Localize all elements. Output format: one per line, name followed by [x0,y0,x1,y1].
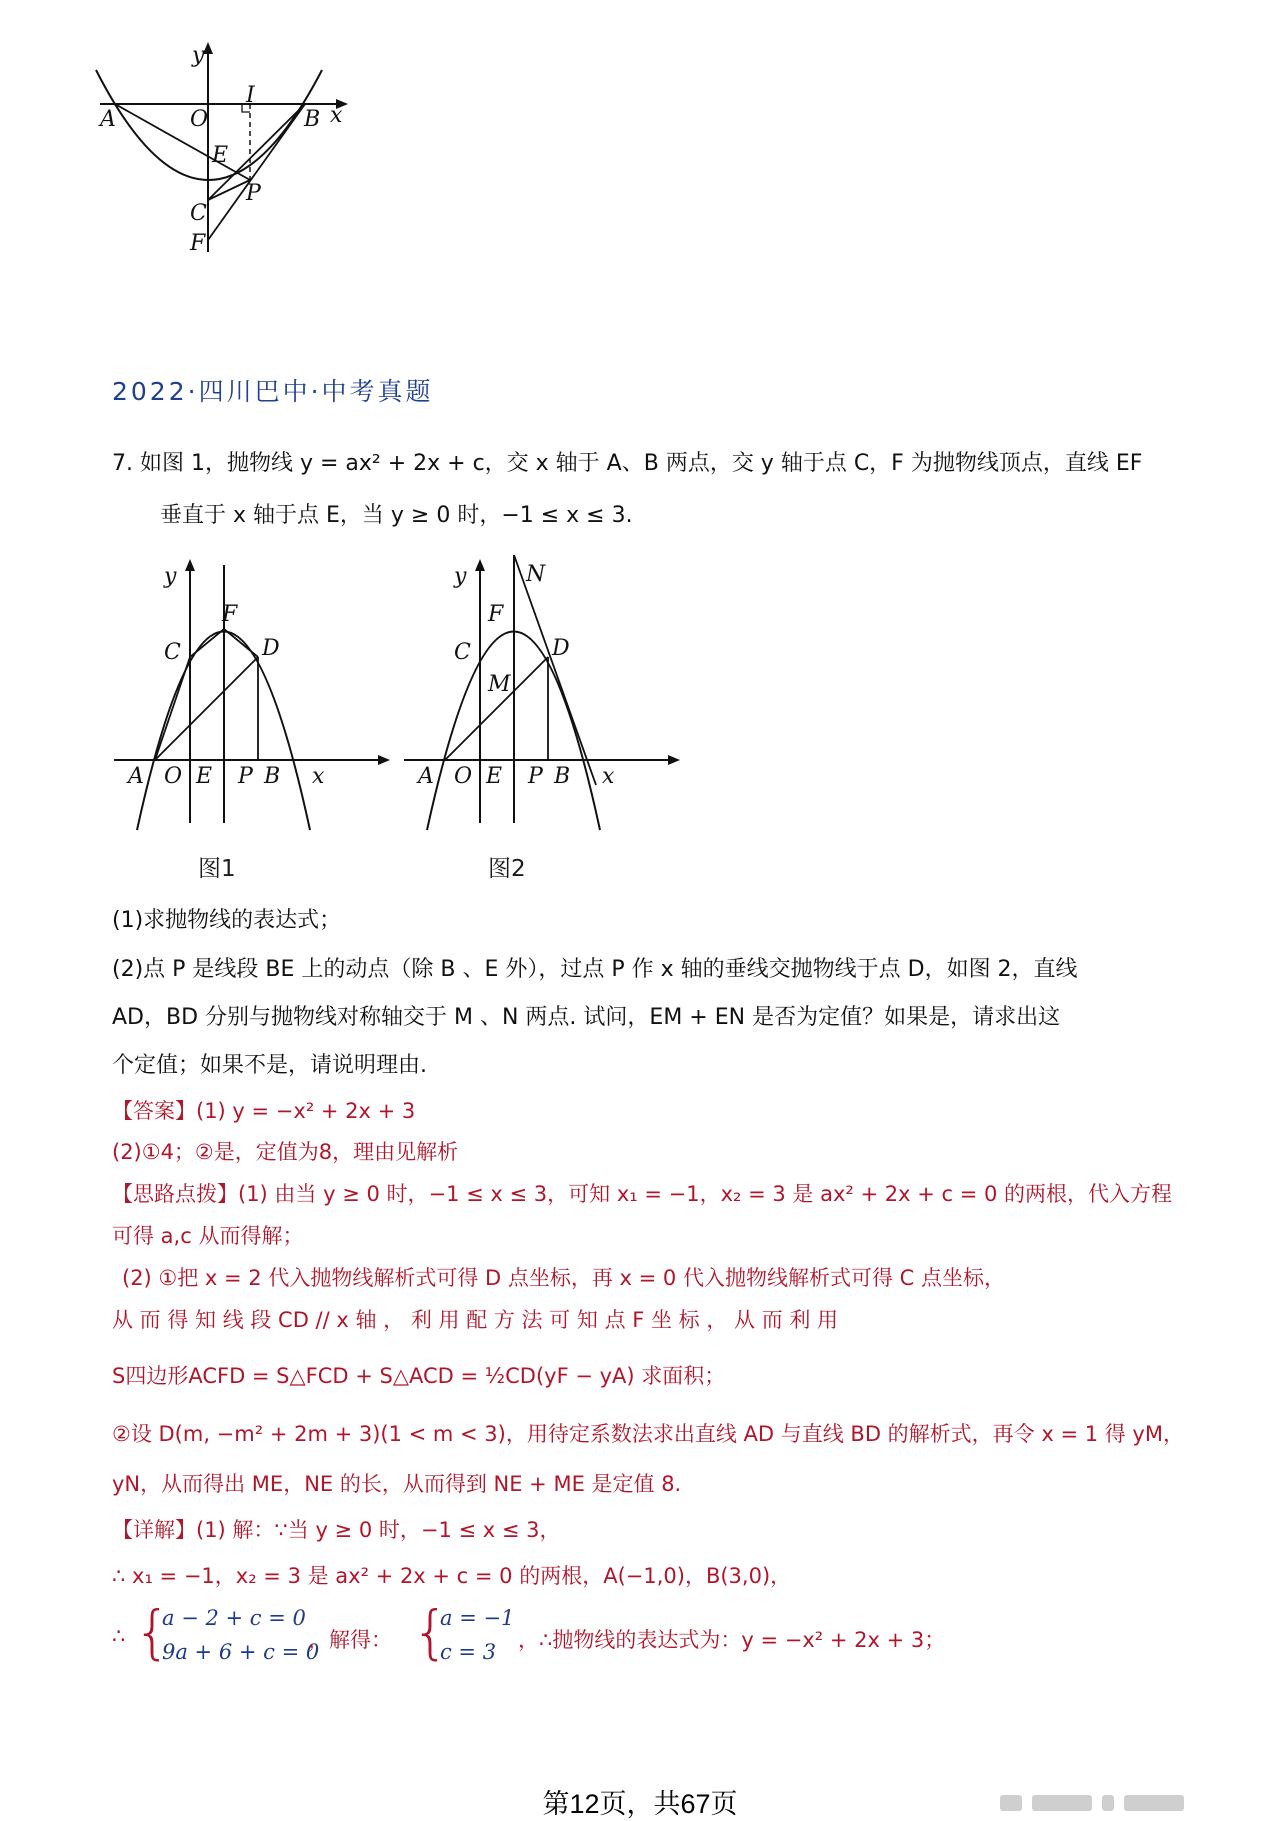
hint-tag: 【思路点拨】 [112,1182,238,1206]
part-2-line-2: AD，BD 分别与抛物线对称轴交于 M 、N 两点. 试问，EM + EN 是否为定值？如果是，请求出这 [112,1005,1061,1030]
segment-ap [115,104,250,180]
fig1-label-x: x [312,764,325,789]
system-1-eq-2: 9a + 6 + c = 0 [162,1640,320,1664]
segment-bf [208,104,305,240]
fig1-label-p: P [238,764,253,789]
brace-1: { [134,1598,171,1666]
hint-line-7: yN，从而得出 ME，NE 的长，从而得到 NE + ME 是定值 8. [112,1472,682,1496]
fig2-label-c: C [454,640,471,665]
fig1-caption: 图1 [198,856,236,882]
fig2-label-e: E [486,764,503,789]
detail-tag: 【详解】 [112,1518,196,1542]
system-1-eq-1: a − 2 + c = 0 [162,1606,306,1630]
label-c: C [190,201,207,226]
answer-tag: 【答案】 [112,1099,196,1123]
figure-1 [112,555,402,835]
question-line-2: 垂直于 x 轴于点 E，当 y ≥ 0 时，−1 ≤ x ≤ 3. [160,503,633,528]
solve-text: ，解得： [308,1628,392,1652]
fig2-label-d: D [552,636,570,661]
detail-line-2: ∴ x₁ = −1，x₂ = 3 是 ax² + 2x + c = 0 的两根，A(−1,0)，B(3,0)， [112,1564,792,1588]
figure-2 [402,555,692,835]
fig1-x-arrow [378,755,390,765]
fig2-label-x: x [602,764,615,789]
fig1-label-b: B [264,764,281,789]
fig1-label-d: D [262,636,280,661]
answer-line-2: (2)①4；②是，定值为8，理由见解析 [112,1140,459,1164]
hint-line-1 [112,1178,1172,1208]
detail-line-1 [112,1514,561,1544]
answer-line-1 [112,1095,415,1125]
hint-line-4: 从 而 得 知 线 段 CD // x 轴 ， 利 用 配 方 法 可 知 点 F 坐 标 ， 从 而 利 用 [112,1308,839,1332]
fig2-y-arrow [475,559,485,571]
part-1: (1)求抛物线的表达式； [112,908,342,933]
fig1-label-c: C [164,640,181,665]
fig2-label-a: A [418,764,434,789]
fig2-label-n: N [526,562,546,587]
therefore-sign: ∴ [112,1624,126,1648]
label-p: P [246,181,261,206]
fig2-label-b: B [554,764,571,789]
section-header: 2022·四川巴中·中考真题 [112,377,434,406]
fig1-label-a: A [128,764,144,789]
fig2-label-f: F [488,602,504,627]
fig1-label-o: O [164,764,183,789]
fig1-label-y: y [164,564,177,589]
answer-part-1: (1) y = −x² + 2x + 3 [196,1099,416,1123]
y-axis-arrow [203,42,213,54]
question-line-1: 7. 如图 1，抛物线 y = ax² + 2x + c，交 x 轴于 A、B 两点，交 y 轴于点 C，F 为抛物线顶点，直线 EF [112,451,1143,476]
label-x: x [330,103,343,128]
hint-line-3: (2) ①把 x = 2 代入抛物线解析式可得 D 点坐标，再 x = 0 代入抛物线解析式可得 C 点坐标， [122,1266,1005,1290]
label-f: F [190,231,206,256]
label-o: O [190,107,209,132]
system-2-eq-2: c = 3 [440,1640,497,1664]
system-2-eq-1: a = −1 [440,1606,515,1630]
fig2-label-o: O [454,764,473,789]
hint-line-6: ②设 D(m, −m² + 2m + 3)(1 < m < 3)，用待定系数法求出直线 AD 与直线 BD 的解析式，再令 x = 1 得 yM， [112,1422,1184,1446]
label-b: B [304,107,321,132]
hint-line-2: 可得 a,c 从而得解； [112,1224,304,1248]
hint-line-5: S四边形ACFD = S△FCD + S△ACD = ½CD(yF − yA) 求面积； [112,1364,726,1388]
page-footer: 第12页，共67页 [542,1789,738,1819]
fig1-y-arrow [185,559,195,571]
figure-top [100,40,360,300]
brace-2: { [412,1598,449,1666]
label-i: I [246,83,255,108]
fig2-label-m: M [488,672,511,697]
label-y: y [192,43,205,68]
part-2-line-3: 个定值；如果不是，请说明理由. [112,1053,427,1078]
label-a: A [100,107,116,132]
hint-text-1: (1) 由当 y ≥ 0 时，−1 ≤ x ≤ 3，可知 x₁ = −1，x₂ = 3 是 ax² + 2x + c = 0 的两根，代入方程 [238,1182,1172,1206]
label-e: E [212,143,229,168]
fig2-label-p: P [528,764,543,789]
detail-text-1: (1) 解：∵当 y ≥ 0 时，−1 ≤ x ≤ 3， [196,1518,561,1542]
expression-result: ，∴抛物线的表达式为：y = −x² + 2x + 3； [518,1628,946,1652]
part-2-line-1: (2)点 P 是线段 BE 上的动点（除 B 、E 外），过点 P 作 x 轴的垂线交抛物线于点 D，如图 2，直线 [112,957,1078,982]
fig2-x-arrow [668,755,680,765]
fig2-line-bdn [514,555,596,785]
watermark [1000,1795,1250,1813]
fig2-caption: 图2 [488,856,526,882]
fig1-label-e: E [196,764,213,789]
fig1-label-f: F [222,602,238,627]
fig2-label-y: y [454,564,467,589]
